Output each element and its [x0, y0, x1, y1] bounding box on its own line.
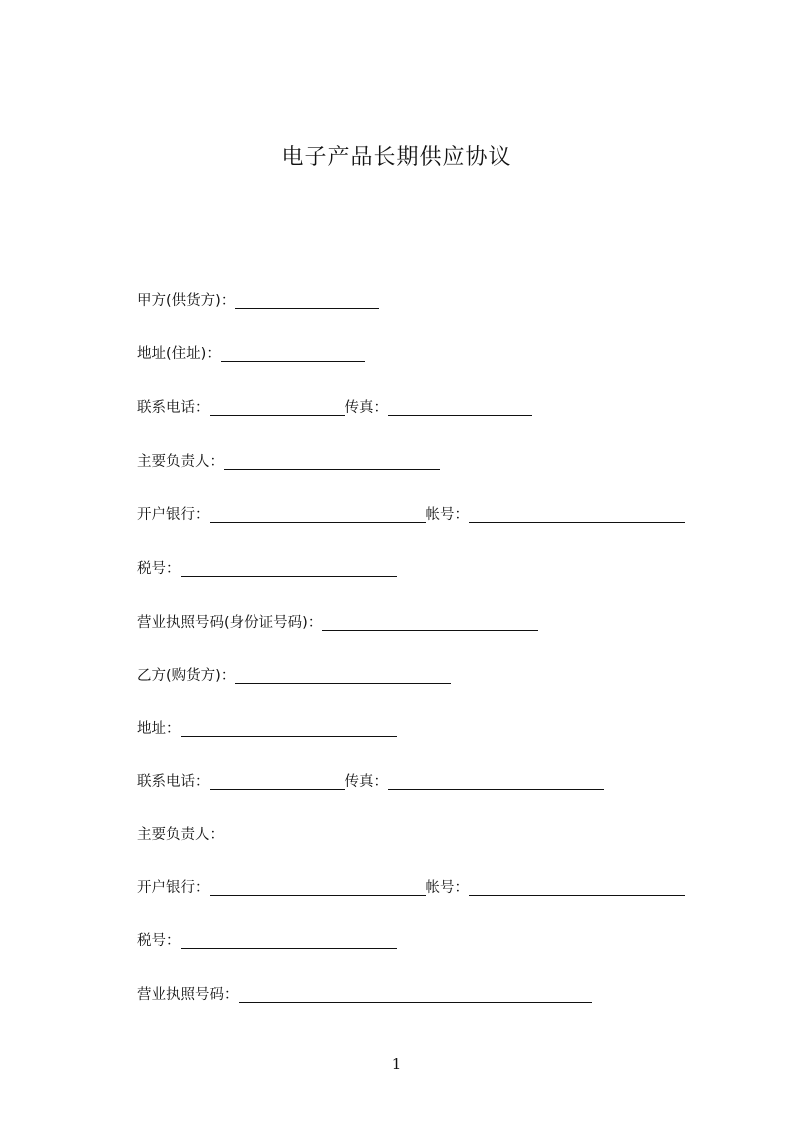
party-a-account-label: 帐号：	[425, 507, 469, 523]
party-b-fax-blank[interactable]	[388, 773, 604, 790]
party-b-fax-label: 传真：	[344, 774, 388, 790]
document-title: 电子产品长期供应协议	[281, 145, 512, 170]
party-b-address-label: 地址：	[137, 721, 181, 737]
party-b-manager-label: 主要负责人：	[137, 827, 224, 843]
party-b-tax-label: 税号：	[137, 933, 181, 949]
party-a-name-blank[interactable]	[235, 292, 379, 309]
page-number: 1	[391, 1055, 402, 1073]
party-b-account-blank[interactable]	[469, 879, 685, 896]
party-b-name-row	[137, 665, 451, 687]
party-b-license-blank[interactable]	[239, 986, 592, 1003]
party-a-name-label: 甲方(供货方)：	[137, 293, 236, 309]
party-b-license-row	[137, 984, 592, 1006]
party-a-license-blank[interactable]	[322, 614, 538, 631]
party-a-phone-label: 联系电话：	[137, 400, 210, 416]
party-a-bank-row	[137, 504, 685, 526]
party-a-fax-label: 传真：	[344, 400, 388, 416]
party-a-phone-blank[interactable]	[210, 399, 345, 416]
party-a-name-row	[137, 290, 379, 312]
party-b-phone-label: 联系电话：	[137, 774, 210, 790]
party-a-tax-row	[137, 558, 397, 580]
party-a-phone-row	[137, 397, 532, 419]
party-a-bank-blank[interactable]	[210, 506, 426, 523]
party-b-phone-blank[interactable]	[210, 773, 345, 790]
party-b-tax-blank[interactable]	[181, 932, 397, 949]
party-a-license-label: 营业执照号码(身份证号码)：	[137, 615, 323, 631]
party-b-license-label: 营业执照号码：	[137, 987, 239, 1003]
party-b-name-blank[interactable]	[235, 667, 451, 684]
party-a-tax-label: 税号：	[137, 561, 181, 577]
party-a-tax-blank[interactable]	[181, 560, 397, 577]
party-a-account-blank[interactable]	[469, 506, 685, 523]
party-a-manager-label: 主要负责人：	[137, 454, 224, 470]
party-a-address-label: 地址(住址)：	[137, 346, 221, 362]
party-b-phone-row	[137, 771, 604, 793]
party-a-bank-label: 开户银行：	[137, 507, 210, 523]
party-b-manager-row	[137, 824, 224, 846]
party-b-bank-label: 开户银行：	[137, 880, 210, 896]
party-b-address-row	[137, 718, 397, 740]
party-b-address-blank[interactable]	[181, 720, 397, 737]
party-b-bank-row	[137, 877, 685, 899]
party-a-fax-blank[interactable]	[388, 399, 532, 416]
party-b-name-label: 乙方(购货方)：	[137, 668, 236, 684]
party-b-bank-blank[interactable]	[210, 879, 426, 896]
party-a-address-blank[interactable]	[221, 345, 365, 362]
party-a-manager-blank[interactable]	[224, 453, 440, 470]
party-a-license-row	[137, 612, 538, 634]
party-a-address-row	[137, 343, 365, 365]
party-a-manager-row	[137, 451, 440, 473]
party-b-account-label: 帐号：	[425, 880, 469, 896]
party-b-tax-row	[137, 930, 397, 952]
